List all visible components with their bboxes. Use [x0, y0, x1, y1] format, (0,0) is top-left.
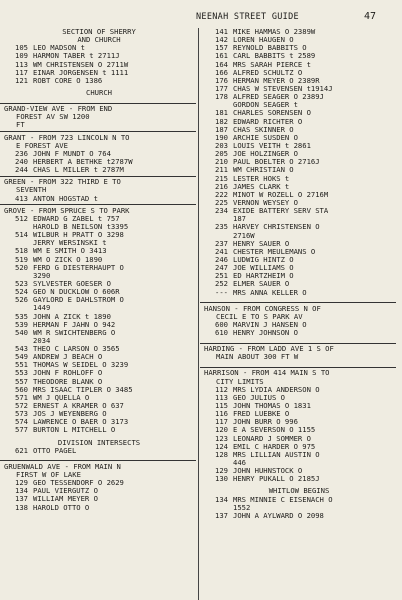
- directory-entry: [0, 487, 198, 495]
- house-number: 105: [15, 43, 28, 53]
- heading-text: HARDING - FROM LADD AVE 1 S OF: [204, 344, 334, 354]
- resident-name: HERMAN MEYER O 2389R: [233, 75, 320, 85]
- house-number: 187: [215, 124, 228, 134]
- house-number: 181: [215, 108, 228, 118]
- resident-name: FERD G DIESTERHAUPT O: [33, 262, 124, 272]
- resident-name: HAROLD OTTO O: [33, 502, 90, 512]
- heading-text: GRANT - FROM 723 LINCOLN N TO: [4, 132, 130, 142]
- heading-text: GRAND-VIEW AVE - FROM END: [4, 104, 113, 114]
- directory-entry: [0, 166, 198, 174]
- resident-name: JOE HOLZINGER O: [233, 149, 298, 159]
- resident-name: JOS J WEYENBERG O: [33, 409, 107, 419]
- house-number: 600: [215, 319, 228, 329]
- house-number: 182: [215, 116, 228, 126]
- house-number: 241: [215, 246, 228, 256]
- resident-name: JOHN A AYLWARD O 2098: [233, 510, 324, 520]
- resident-name: MIKE HAMMAS O 2389W: [233, 27, 316, 36]
- resident-name: EINAR JORGENSEN t 1111: [33, 67, 129, 77]
- house-number: 203: [215, 140, 228, 150]
- resident-name: JOHN HUHNSTOCK O: [233, 466, 303, 476]
- resident-name: MRS ANNA KELLER O: [233, 287, 307, 297]
- directory-entry: [0, 195, 198, 203]
- resident-name: EXIDE BATTERY SERV STA: [233, 206, 329, 216]
- directory-entry: [200, 28, 398, 36]
- directory-entry: [0, 495, 198, 503]
- directory-entry: [0, 264, 198, 272]
- resident-name: WILLIAM MEYER O: [33, 494, 98, 504]
- house-number: 574: [15, 417, 28, 427]
- resident-name: JOHN BURR O 996: [233, 417, 298, 427]
- resident-name: ALFRED SEAGER O 2389J: [233, 92, 324, 102]
- house-number: 142: [215, 35, 228, 45]
- directory-entry: [0, 479, 198, 487]
- resident-name: WM CHRISTENSEN O 2711W: [33, 59, 129, 69]
- house-number: 117: [215, 417, 228, 427]
- house-number: 523: [15, 278, 28, 288]
- resident-name: MRS ISAAC TIPLER O 3485: [33, 384, 133, 394]
- resident-name: HENRY SAUER O: [233, 238, 290, 248]
- resident-name: 1552: [233, 502, 251, 512]
- resident-name: LEO MADSON t: [33, 43, 85, 53]
- house-number: 138: [15, 502, 28, 512]
- resident-name: LEONARD J SOMMER O: [233, 433, 311, 443]
- heading-text: FOREST AV SW 1200: [16, 112, 90, 122]
- resident-name: ED HARTZHEIM O: [233, 271, 294, 281]
- house-number: 234: [215, 206, 228, 216]
- resident-name: CHAS SKINNER O: [233, 124, 294, 134]
- house-number: 225: [215, 197, 228, 207]
- directory-entry: [0, 426, 198, 434]
- directory-entry: [200, 207, 398, 215]
- resident-name: ANDREW J BEACH O: [33, 352, 103, 362]
- house-number: 112: [215, 384, 228, 394]
- directory-entry: [200, 175, 398, 183]
- house-number: 519: [15, 254, 28, 264]
- resident-name: WM E SMITH O 3413: [33, 246, 107, 256]
- house-number: 551: [15, 360, 28, 370]
- resident-name: HERBERT A BETHKE t2787W: [33, 156, 133, 166]
- house-number: 540: [15, 327, 28, 337]
- house-number: 157: [215, 43, 228, 53]
- house-number: 137: [215, 510, 228, 520]
- directory-entry: [0, 77, 198, 85]
- resident-name: MRS LILLIAN AUSTIN O: [233, 449, 320, 459]
- resident-name: LESTER HOKS t: [233, 173, 290, 183]
- resident-name: REYNOLD BABBITS O: [233, 43, 307, 53]
- house-number: 246: [215, 254, 228, 264]
- street-description: [0, 121, 198, 129]
- house-number: 518: [15, 246, 28, 256]
- resident-name: WM O ZICK O 1890: [33, 254, 103, 264]
- directory-entry: [0, 329, 198, 337]
- resident-name: JOHN F ROHLOFF O: [33, 368, 103, 378]
- resident-name: HARMON TABER t 2711J: [33, 51, 120, 61]
- resident-name: EMIL C HARDER O 975: [233, 441, 316, 451]
- resident-name: GEO JULIUS O: [233, 392, 285, 402]
- house-number: 524: [15, 287, 28, 297]
- directory-entry: [200, 166, 398, 174]
- heading-text: CHURCH: [86, 87, 112, 97]
- cross-street-note: [0, 36, 198, 44]
- directory-entry: [200, 248, 398, 256]
- resident-name: MARVIN J HANSEN O: [233, 319, 307, 329]
- house-number: 237: [215, 238, 228, 248]
- directory-entry: [200, 289, 398, 297]
- house-number: 121: [15, 75, 28, 85]
- street-description: [200, 353, 398, 361]
- heading-text: GREEN - FROM 322 THIRD E TO: [4, 177, 121, 187]
- resident-name: LOUIS VEITH t 2861: [233, 140, 311, 150]
- house-number: 413: [15, 193, 28, 203]
- heading-text: GROVE - FROM SPRUCE S TO PARK: [4, 205, 130, 215]
- house-number: 210: [215, 157, 228, 167]
- resident-name: LUDWIG HINTZ O: [233, 254, 294, 264]
- resident-name: E A SEVERSON O 1155: [233, 425, 316, 435]
- heading-text: CECIL E TO S PARK AV: [216, 311, 303, 321]
- heading-text: FT: [16, 120, 25, 130]
- directory-entry: [200, 256, 398, 264]
- directory-entry: [200, 142, 398, 150]
- house-number: 129: [15, 478, 28, 488]
- resident-name: CHESTER MEULEMANS O: [233, 246, 316, 256]
- page-number: 47: [364, 11, 377, 22]
- house-number: 216: [215, 181, 228, 191]
- house-number: 514: [15, 230, 28, 240]
- house-number: 621: [15, 445, 28, 455]
- directory-entry: [200, 223, 398, 231]
- resident-name: HARVEY CHRISTENSEN O: [233, 222, 320, 232]
- house-number: 205: [215, 149, 228, 159]
- resident-name: HENRY JOHNSON O: [233, 328, 298, 338]
- house-number: 176: [215, 75, 228, 85]
- directory-entry: [200, 191, 398, 199]
- house-number: 553: [15, 368, 28, 378]
- resident-name: ERNEST A KRAMER O 637: [33, 401, 124, 411]
- directory-entry: [200, 512, 398, 520]
- heading-text: AND CHURCH: [77, 35, 121, 45]
- directory-entry: [200, 475, 398, 483]
- house-number: 116: [215, 409, 228, 419]
- house-number: 123: [215, 433, 228, 443]
- heading-text: HANSON - FROM CONGRESS N OF: [204, 303, 321, 313]
- resident-name: THOMAS W SEIDEL O 3239: [33, 360, 129, 370]
- resident-name: JOE WILLIAMS O: [233, 263, 294, 273]
- directory-entry: [0, 447, 198, 455]
- resident-name: THEO C LARSON O 3565: [33, 344, 120, 354]
- house-number: 128: [215, 449, 228, 459]
- heading-text: FIRST W OF LAKE: [16, 470, 81, 480]
- resident-name: 187: [233, 214, 246, 224]
- heading-text: WHITLOW BEGINS: [268, 486, 330, 496]
- resident-name: JOHN A ZICK t 1890: [33, 311, 111, 321]
- house-number: 247: [215, 263, 228, 273]
- directory-entry: [200, 126, 398, 134]
- resident-name: GAYLORD E DAHLSTROM O: [33, 295, 124, 305]
- directory-entry: [0, 386, 198, 394]
- heading-text: CITY LIMITS: [216, 376, 264, 386]
- resident-name: ANTON HOGSTAD t: [33, 193, 98, 203]
- resident-name: JOHN THOMAS O 1831: [233, 401, 311, 411]
- directory-entry: [200, 158, 398, 166]
- resident-name: JERRY WERSINSKI t: [33, 238, 107, 248]
- house-number: 215: [215, 173, 228, 183]
- resident-name: HERMAN F JAHN O 942: [33, 319, 116, 329]
- resident-name: GEO TESSENDORF O 2629: [33, 478, 124, 488]
- resident-name: EDWARD G ZABEL t 757: [33, 213, 120, 223]
- resident-name: SYLVESTER GOESER O: [33, 278, 111, 288]
- resident-name: LAWRENCE O BAER O 3173: [33, 417, 129, 427]
- resident-name: MRS LYDIA ANDERSON O: [233, 384, 320, 394]
- resident-name: GORDON SEAGER t: [233, 100, 298, 110]
- house-number: 166: [215, 67, 228, 77]
- house-number: 190: [215, 132, 228, 142]
- house-number: 222: [215, 189, 228, 199]
- cross-street-note: [0, 89, 198, 97]
- resident-name: WM R SWICHTENBERG O: [33, 327, 116, 337]
- directory-entry: [0, 504, 198, 512]
- house-number: 572: [15, 401, 28, 411]
- house-number: 115: [215, 401, 228, 411]
- resident-name: 2716W: [233, 230, 255, 240]
- house-number: 244: [15, 165, 28, 175]
- column-divider: [198, 28, 199, 600]
- house-number: 535: [15, 311, 28, 321]
- house-number: 211: [215, 165, 228, 175]
- resident-name: CHARLES SORENSEN O: [233, 108, 311, 118]
- resident-name: WILBUR H PRATT O 3298: [33, 230, 124, 240]
- house-number: 560: [15, 384, 28, 394]
- house-number: 141: [215, 27, 228, 36]
- house-number: 113: [15, 59, 28, 69]
- resident-name: ROBT CORE O 1386: [33, 75, 103, 85]
- house-number: 236: [15, 148, 28, 158]
- house-number: 178: [215, 92, 228, 102]
- directory-entry: [200, 232, 398, 240]
- resident-name: FRED LUEBKE O: [233, 409, 290, 419]
- resident-name: ALFRED SCHULTZ O: [233, 67, 303, 77]
- directory-entry: [200, 272, 398, 280]
- directory-entry: [200, 496, 398, 504]
- house-number: 539: [15, 319, 28, 329]
- house-number: 520: [15, 262, 28, 272]
- house-number: 549: [15, 352, 28, 362]
- resident-name: THEODORE BLANK O: [33, 376, 103, 386]
- resident-name: 3290: [33, 270, 51, 280]
- house-number: 161: [215, 51, 228, 61]
- heading-text: SECTION OF SHERRY: [62, 27, 136, 36]
- directory-entry: [200, 410, 398, 418]
- house-number: ---: [215, 287, 228, 297]
- resident-name: HAROLD B NEILSON t3395: [33, 221, 129, 231]
- resident-name: MINOT W ROZELL O 2716M: [233, 189, 329, 199]
- directory-entry: [200, 264, 398, 272]
- house-number: 117: [15, 67, 28, 77]
- heading-text: GRUENWALD AVE - FROM MAIN N: [4, 461, 121, 471]
- resident-name: 446: [233, 458, 246, 468]
- house-number: 252: [215, 279, 228, 289]
- resident-name: HENRY PUKALL O 2185J: [233, 474, 320, 484]
- directory-entry: [200, 118, 398, 126]
- house-number: 130: [215, 474, 228, 484]
- house-number: 134: [15, 486, 28, 496]
- directory-entry: [200, 329, 398, 337]
- resident-name: PAUL VIERGUTZ O: [33, 486, 98, 496]
- resident-name: BURTON L MITCHELL O: [33, 425, 116, 435]
- resident-name: MRS MINNIE C EISENACH O: [233, 494, 333, 504]
- right-column: [200, 28, 398, 520]
- cross-street-note: [0, 439, 198, 447]
- house-number: 512: [15, 213, 28, 223]
- resident-name: ARCHIE SUSDEN O: [233, 132, 298, 142]
- directory-entry: [200, 386, 398, 394]
- house-number: 235: [215, 222, 228, 232]
- house-number: 109: [15, 51, 28, 61]
- resident-name: 1449: [33, 303, 51, 313]
- resident-name: GEO N DUCKLOW O 606R: [33, 287, 120, 297]
- heading-text: DIVISION INTERSECTS: [57, 437, 141, 447]
- house-number: 137: [15, 494, 28, 504]
- heading-text: SEVENTH: [16, 185, 47, 195]
- resident-name: JOHN F MUNDT O 764: [33, 148, 111, 158]
- directory-entry: [200, 402, 398, 410]
- resident-name: CHAS L MILLER t 2787M: [33, 165, 124, 175]
- resident-name: LOREN HAUGEN O: [233, 35, 294, 45]
- resident-name: JAMES CLARK t: [233, 181, 290, 191]
- house-number: 526: [15, 295, 28, 305]
- resident-name: CARL BABBITS t 2589: [233, 51, 316, 61]
- resident-name: CHAS W STEVENSEN t1914J: [233, 83, 333, 93]
- house-number: 164: [215, 59, 228, 69]
- house-number: 120: [215, 425, 228, 435]
- resident-name: WM J QUELLA O: [33, 392, 90, 402]
- house-number: 577: [15, 425, 28, 435]
- house-number: 543: [15, 344, 28, 354]
- heading-text: MAIN ABOUT 300 FT W: [216, 352, 299, 362]
- resident-name: WM CHRISTIAN O: [233, 165, 294, 175]
- heading-text: E FOREST AVE: [16, 140, 68, 150]
- resident-name: EDWARD RICHTER O: [233, 116, 303, 126]
- directory-entry: [0, 296, 198, 304]
- resident-name: MRS SARAH PIERCE t: [233, 59, 311, 69]
- house-number: 113: [215, 392, 228, 402]
- resident-name: 2034: [33, 335, 51, 345]
- street-description: [0, 113, 198, 121]
- directory-entry: [200, 451, 398, 459]
- house-number: 134: [215, 494, 228, 504]
- house-number: 177: [215, 83, 228, 93]
- left-column: [0, 28, 198, 512]
- house-number: 251: [215, 271, 228, 281]
- directory-entry: [200, 93, 398, 101]
- house-number: 124: [215, 441, 228, 451]
- street-description: [0, 186, 198, 194]
- house-number: 240: [15, 156, 28, 166]
- page-title: NEENAH STREET GUIDE: [196, 12, 299, 22]
- resident-name: VERNON WEYSEY O: [233, 197, 298, 207]
- house-number: 610: [215, 328, 228, 338]
- house-number: 557: [15, 376, 28, 386]
- house-number: 129: [215, 466, 228, 476]
- house-number: 571: [15, 392, 28, 402]
- heading-text: HARRISON - FROM 414 MAIN S TO: [204, 368, 330, 378]
- resident-name: OTTO PAGEL: [33, 445, 77, 455]
- page-header: [0, 12, 402, 24]
- resident-name: ELMER SAUER O: [233, 279, 290, 289]
- resident-name: PAUL BOELTER O 2716J: [233, 157, 320, 167]
- house-number: 573: [15, 409, 28, 419]
- directory-entry: [200, 321, 398, 329]
